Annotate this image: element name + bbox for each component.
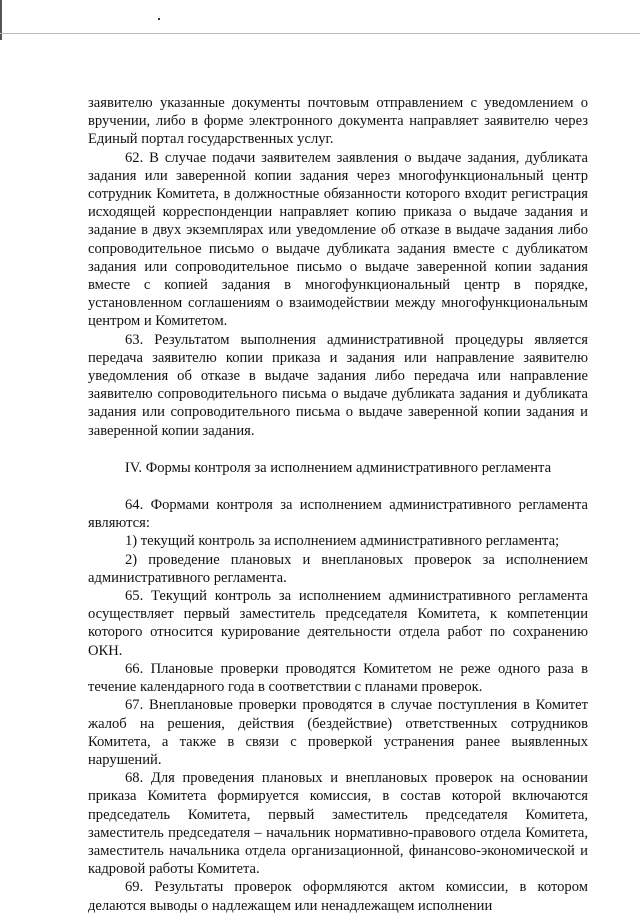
paragraph-65: 65. Текущий контроль за исполнением административного регламента осуществляет первый заместитель председателя Комитета, к компетенции которого относится курирование деятельности отдела работ по сохранению ОКН. bbox=[88, 588, 588, 659]
section-heading-iv: IV. Формы контроля за исполнением административного регламента bbox=[124, 459, 552, 476]
list-item-1: 1) текущий контроль за исполнением административного регламента; bbox=[125, 533, 560, 550]
paragraph-68: 68. Для проведения плановых и внеплановых проверок на основании приказа Комитета формируется комиссия, в состав которой включаются председатель Комитета, первый заместитель председателя Комитета, заместитель председателя – начальник нормативно-правового отдела Комитета, заместитель начальника отдела организационной, финансово-экономической и кадровой работы Комитета. bbox=[88, 770, 588, 878]
paragraph-continuation: заявителю указанные документы почтовым отправлением с уведомлением о вручении, либо в форме электронного документа направляет заявителю через Единый портал государственных услуг. bbox=[88, 95, 588, 148]
paragraph-66: 66. Плановые проверки проводятся Комитетом не реже одного раза в течение календарного года в соответствии с планами проверок. bbox=[88, 660, 588, 696]
scan-dot bbox=[158, 18, 160, 20]
scan-top-line bbox=[0, 33, 640, 34]
list-item-2: 2) проведение плановых и внеплановых проверок за исполнением административного регламента. bbox=[88, 551, 588, 586]
document-page bbox=[88, 94, 588, 915]
scan-left-edge bbox=[0, 0, 2, 40]
paragraph-63: 63. Результатом выполнения административной процедуры является передача заявителю копии приказа и задания или направление заявителю уведомления об отказе в выдаче задания либо передача или направление заявителю сопроводительного письма о выдаче дубликата задания и дубликата задания или сопроводительного письма о выдаче заверенной копии задания и заверенной копии задания. bbox=[88, 331, 588, 439]
paragraph-67: 67. Внеплановые проверки проводятся в случае поступления в Комитет жалоб на решения, действия (бездействие) ответственных сотрудников Комитета, а также в связи с проверкой устранения ранее выявленных нарушений. bbox=[88, 697, 588, 768]
paragraph-64: 64. Формами контроля за исполнением административного регламента являются: bbox=[88, 497, 588, 532]
paragraph-69: 69. Результаты проверок оформляются актом комиссии, в котором делаются выводы о надлежащем или ненадлежащем исполнении bbox=[88, 879, 588, 914]
paragraph-62: 62. В случае подачи заявителем заявления о выдаче задания, дубликата задания или заверенной копии задания через многофункциональный центр сотрудник Комитета, в должностные обязанности которого входит регистрация исходящей корреспонденции направляет копию приказа о выдаче задания и задание в двух экземплярах или уведомление об отказе в выдаче задания либо сопроводительное письмо о выдаче дубликата задания вместе с дубликатом задания или сопроводительное письмо о выдаче заверенной копии задания вместе с копией задания в многофункциональный центр в порядке, установленном соглашениям о взаимодействии между многофункциональным центром и Комитетом. bbox=[88, 149, 588, 330]
